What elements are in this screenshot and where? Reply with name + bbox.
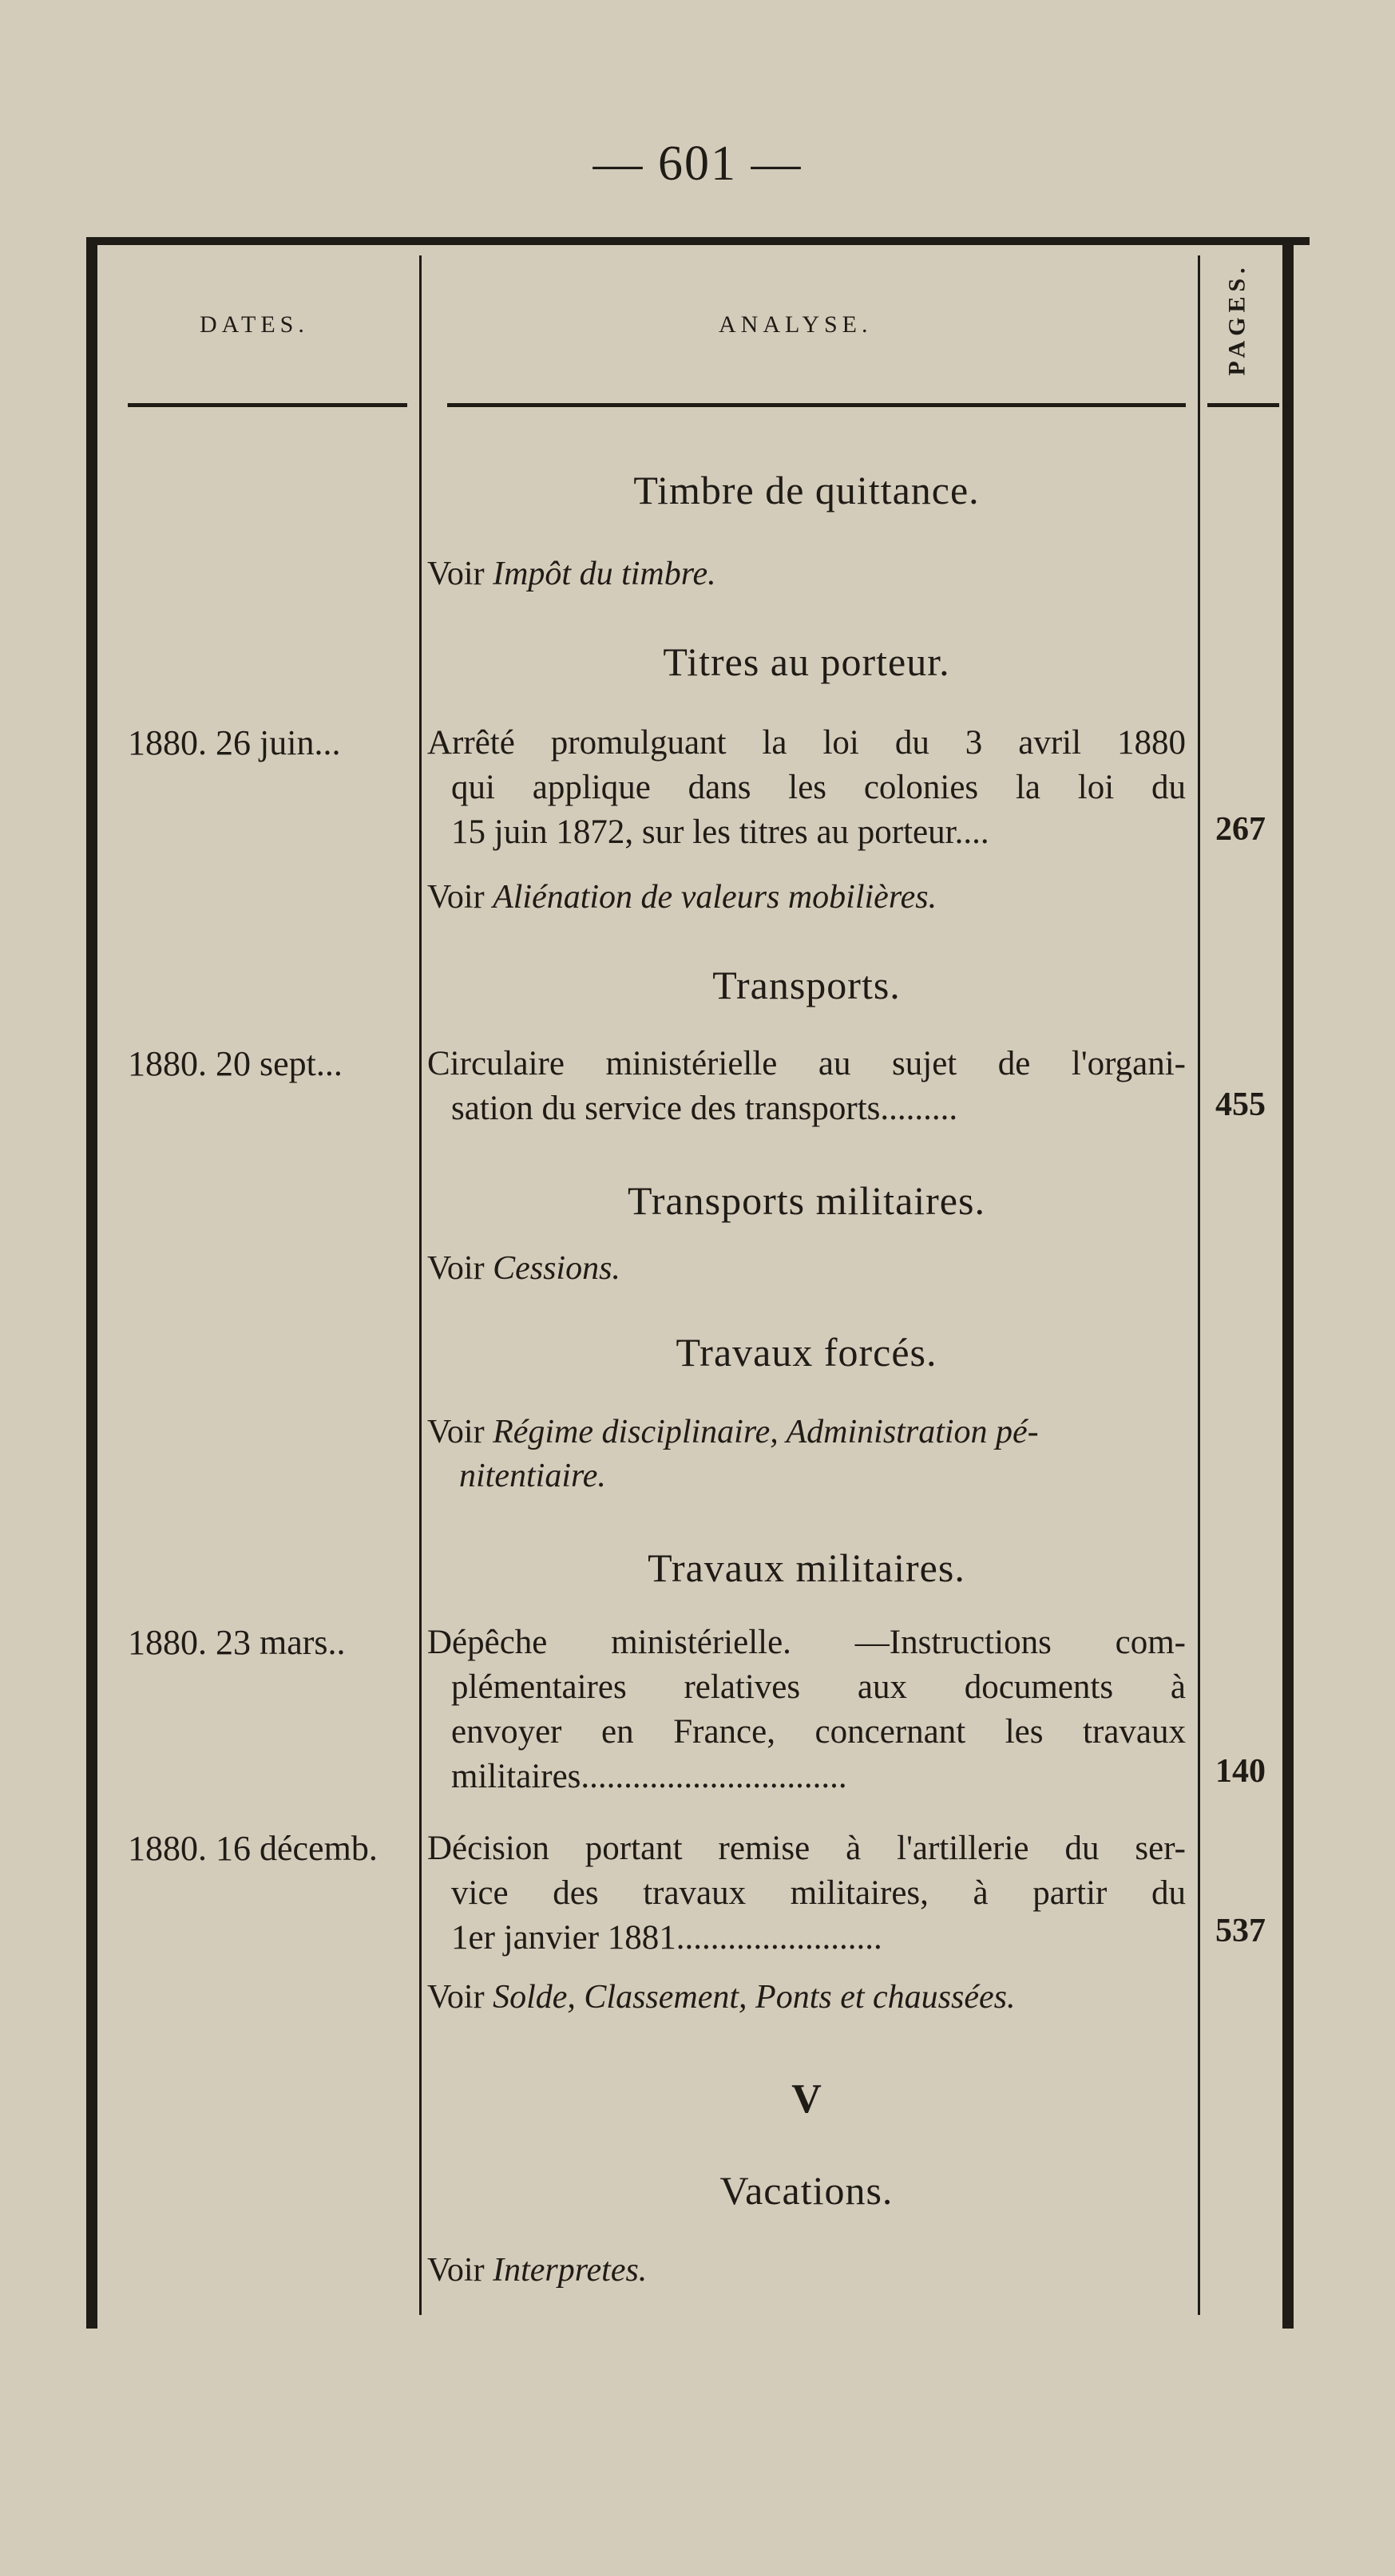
voir-label: Voir (427, 1250, 485, 1287)
entry-line: vice des travaux militaires, à partir du (451, 1874, 1186, 1912)
entry-date: 1880. 16 décemb. (128, 1829, 378, 1868)
entry-line: sation du service des transports......... (451, 1090, 958, 1127)
dates-column-divider (419, 255, 422, 2315)
cross-reference: Impôt du timbre. (493, 556, 716, 592)
page-number: — 601 — (592, 137, 803, 191)
section-heading-timbre: Timbre de quittance. (633, 468, 980, 512)
cross-reference: Solde, Classement, Ponts et chaussées. (493, 1979, 1016, 2016)
see-also-titres (427, 878, 937, 916)
see-also-travaux-forces-continued (459, 1457, 606, 1495)
section-heading-travaux-militaires: Travaux militaires. (648, 1545, 965, 1590)
right-border (1282, 237, 1294, 2329)
entry-text-transports (427, 1042, 1186, 1131)
section-heading-transports-militaires: Transports militaires. (628, 1178, 985, 1223)
voir-label: Voir (427, 2252, 485, 2289)
section-heading-vacations: Vacations. (719, 2168, 894, 2213)
entry-line: Arrêté promulguant la loi du 3 avril 1880 (427, 724, 1186, 762)
page-reference: 455 (1215, 1086, 1266, 1123)
section-heading-transports: Transports. (712, 963, 901, 1007)
cross-reference: Interpretes. (493, 2252, 648, 2289)
entry-text-travaux-militaires-1 (427, 1620, 1186, 1799)
entry-line: militaires............................... (451, 1758, 847, 1795)
header-pages: PAGES. (1224, 263, 1251, 376)
entry-date: 1880. 23 mars.. (128, 1623, 346, 1662)
entry-line: 1er janvier 1881........................ (451, 1919, 882, 1957)
pages-column-divider (1198, 255, 1200, 2315)
top-rule (96, 237, 1310, 245)
voir-label: Voir (427, 556, 485, 592)
entry-line: Décision portant remise à l'artillerie du ser- (427, 1830, 1186, 1867)
header-analyse: ANALYSE. (719, 311, 873, 338)
voir-label: Voir (427, 1979, 485, 2016)
entry-line: 15 juin 1872, sur les titres au porteur.... (451, 813, 989, 851)
section-heading-titres: Titres au porteur. (663, 639, 950, 684)
analyse-header-underline (447, 403, 1186, 407)
cross-reference: nitentiaire. (459, 1458, 606, 1494)
entry-line: Circulaire ministérielle au sujet de l'organi- (427, 1045, 1186, 1082)
entry-text-titres (427, 721, 1186, 855)
entry-date: 1880. 20 sept... (128, 1044, 343, 1083)
pages-header-underline (1207, 403, 1279, 407)
voir-label: Voir (427, 1414, 485, 1450)
dates-header-underline (128, 403, 407, 407)
entry-line: envoyer en France, concernant les travaux (451, 1713, 1186, 1751)
page-reference: 140 (1215, 1753, 1266, 1790)
see-also-transports-militaires (427, 1249, 620, 1288)
header-dates: DATES. (200, 311, 309, 338)
entry-line: Dépêche ministérielle. —Instructions com- (427, 1624, 1186, 1661)
see-also-timbre (427, 555, 716, 593)
cross-reference: Régime disciplinaire, Administration pé- (493, 1414, 1039, 1450)
cross-reference: Cessions. (493, 1250, 620, 1287)
alphabet-letter-v: V (791, 2076, 822, 2122)
left-border (86, 237, 97, 2329)
cross-reference: Aliénation de valeurs mobilières. (493, 879, 937, 916)
entry-line: qui applique dans les colonies la loi du (451, 769, 1186, 806)
entry-text-travaux-militaires-2 (427, 1826, 1186, 1961)
section-heading-travaux-forces: Travaux forcés. (676, 1330, 937, 1375)
see-also-travaux-militaires (427, 1978, 1015, 2016)
entry-line: plémentaires relatives aux documents à (451, 1668, 1186, 1706)
see-also-travaux-forces (427, 1413, 1039, 1451)
voir-label: Voir (427, 879, 485, 916)
see-also-vacations (427, 2251, 647, 2289)
page-reference: 537 (1215, 1913, 1266, 1949)
page-reference: 267 (1215, 811, 1266, 848)
entry-date: 1880. 26 juin... (128, 723, 341, 762)
